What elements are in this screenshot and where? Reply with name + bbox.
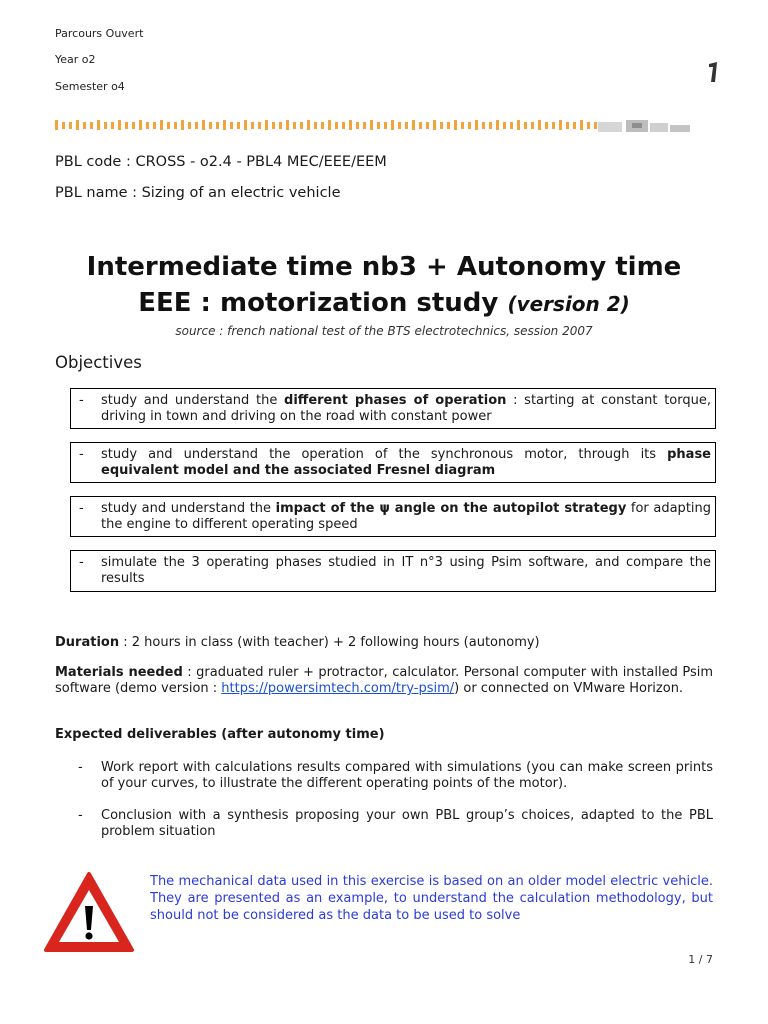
band-dash [335, 122, 338, 129]
band-dash [573, 122, 576, 129]
header-year: Year o2 [55, 53, 96, 66]
band-dash [118, 120, 121, 130]
deliverables-heading: Expected deliverables (after autonomy time) [55, 727, 385, 742]
band-dash [384, 122, 387, 129]
band-dash [181, 120, 184, 130]
band-dash [160, 120, 163, 130]
duration: Duration : 2 hours in class (with teacher) + 2 following hours (autonomy) [55, 635, 540, 650]
band-dash [538, 120, 541, 130]
band-dash [279, 122, 282, 129]
bullet-dash: - [79, 447, 84, 462]
band-dash [83, 122, 86, 129]
band-dash [440, 122, 443, 129]
band-dash [426, 122, 429, 129]
title-source: source : french national test of the BTS electrotechnics, session 2007 [175, 324, 593, 338]
band-dash [587, 122, 590, 129]
band-dash [258, 122, 261, 129]
band-dash [55, 120, 58, 130]
band-dash [566, 122, 569, 129]
band-dash [363, 122, 366, 129]
band-dash [461, 122, 464, 129]
band-dash [202, 120, 205, 130]
band-dash [293, 122, 296, 129]
warning-icon [42, 870, 136, 954]
band-dash [174, 122, 177, 129]
band-dash [307, 120, 310, 130]
band-dash [475, 120, 478, 130]
band-dash [496, 120, 499, 130]
band-dash [510, 122, 513, 129]
title-line-1: Intermediate time nb3 + Autonomy time [86, 252, 682, 282]
band-dash [97, 120, 100, 130]
band-dash [69, 122, 72, 129]
band-dash [76, 120, 79, 130]
band-dash [482, 122, 485, 129]
band-dash [447, 122, 450, 129]
band-dash [104, 122, 107, 129]
band-dash [503, 122, 506, 129]
band-dash [517, 120, 520, 130]
band-dash [531, 122, 534, 129]
band-dash [559, 120, 562, 130]
band-dash [419, 122, 422, 129]
band-dash [356, 122, 359, 129]
pbl-code: PBL code : CROSS - o2.4 - PBL4 MEC/EEE/EEM [55, 154, 387, 170]
band-dash [230, 122, 233, 129]
band-dash [468, 122, 471, 129]
band-dash [188, 122, 191, 129]
decorative-band [55, 119, 600, 131]
band-dash [552, 122, 555, 129]
bullet-dash: - [79, 393, 84, 408]
band-dash [90, 122, 93, 129]
band-dash [272, 122, 275, 129]
psim-link[interactable]: https://powersimtech.com/try-psim/ [221, 681, 455, 696]
band-dash [286, 120, 289, 130]
band-dash [167, 122, 170, 129]
band-dash [146, 122, 149, 129]
band-dash [454, 120, 457, 130]
bullet-dash: - [79, 501, 84, 516]
deliverable-item-2: - Conclusion with a synthesis proposing your own PBL group’s choices, adapted to the PBL problem situation [78, 808, 713, 839]
band-dash [209, 122, 212, 129]
band-dash [223, 120, 226, 130]
band-dash [328, 120, 331, 130]
band-dash [314, 122, 317, 129]
band-dash [433, 120, 436, 130]
band-dash [377, 122, 380, 129]
objective-item-2: - study and understand the operation of the synchronous motor, through its phase equivalent model and the associated Fresnel diagram [70, 442, 716, 483]
objective-item-1: - study and understand the different phases of operation : starting at constant torque, driving in town and driving on the road with constant power [70, 388, 716, 429]
title-version: (version 2) [507, 292, 630, 316]
band-dash [244, 120, 247, 130]
band-dash [545, 122, 548, 129]
band-dash [524, 122, 527, 129]
band-dash [300, 122, 303, 129]
band-dash [195, 122, 198, 129]
band-dash [489, 122, 492, 129]
header-semester: Semester o4 [55, 80, 125, 93]
objective-item-4: - simulate the 3 operating phases studied in IT n°3 using Psim software, and compare the results [70, 550, 716, 592]
objective-item-3: - study and understand the impact of the ψ angle on the autopilot strategy for adapting the engine to different operating speed [70, 496, 716, 537]
bullet-dash: - [79, 555, 84, 570]
title-main: EEE : motorization study [138, 288, 499, 318]
header-program: Parcours Ouvert [55, 27, 144, 40]
band-dash [125, 122, 128, 129]
title-line-2 [0, 288, 768, 318]
pbl-name: PBL name : Sizing of an electric vehicle [55, 185, 341, 201]
objectives-heading: Objectives [55, 353, 142, 372]
band-dash [153, 122, 156, 129]
band-dash [62, 122, 65, 129]
band-dash [111, 122, 114, 129]
band-dash [349, 120, 352, 130]
band-dash [237, 122, 240, 129]
bullet-dash: - [78, 808, 83, 823]
band-dash [412, 120, 415, 130]
logo-fragment [705, 60, 721, 84]
band-dash [594, 122, 597, 129]
band-dash [139, 120, 142, 130]
band-dash [251, 122, 254, 129]
band-dash [265, 120, 268, 130]
deliverable-item-1: - Work report with calculations results compared with simulations (you can make screen prints of your curves, to illustrate the different operating points of the motor). [78, 760, 713, 791]
band-dash [132, 122, 135, 129]
band-dash [391, 120, 394, 130]
page-number: 1 / 7 [688, 953, 713, 966]
band-dash [216, 122, 219, 129]
band-dash [321, 122, 324, 129]
band-dash [370, 120, 373, 130]
header-image-fragment [598, 118, 692, 132]
band-dash [398, 122, 401, 129]
materials-needed: Materials needed : graduated ruler + protractor, calculator. Personal computer with installed Psim software (demo version : https://powersimtech.com/try-psim/) or connected on VMware Horizon. [55, 665, 714, 696]
bullet-dash: - [78, 760, 83, 775]
band-dash [342, 122, 345, 129]
warning-note: The mechanical data used in this exercise is based on an older model electric vehicle. They are presented as an example, to understand the calculation methodology, but should not be considered as the data to be used to solve [150, 874, 713, 923]
band-dash [580, 120, 583, 130]
band-dash [405, 122, 408, 129]
